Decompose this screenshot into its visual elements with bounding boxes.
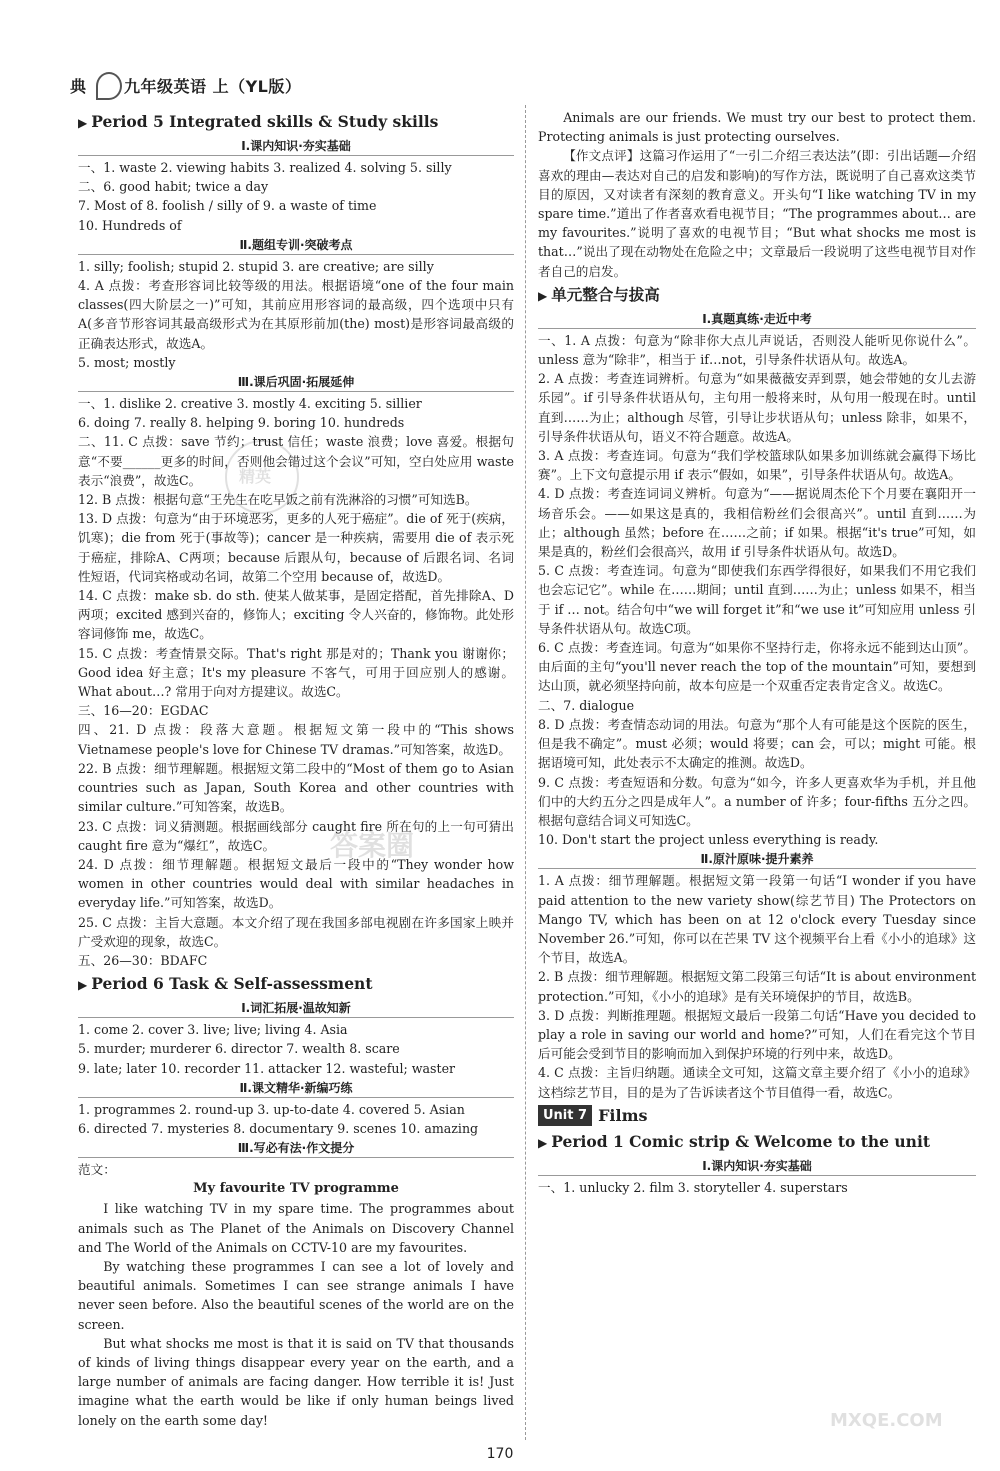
- answer-line: 6. directed 7. mysteries 8. documentary 9. scenes 10. amazing: [78, 1120, 479, 1136]
- answer-line: 8. D 点拨：考查情态动词的用法。句意为“那个人有可能是这个医院的医生，但是我不确定”。must 必须；would 将要；can 会，可以；might 可能。根据语境可知，此处表示不太确定的推测。故选D。: [538, 716, 976, 771]
- section-heading: Ⅱ.题组专训·突破考点: [78, 236, 514, 255]
- essay-title: My favourite TV programme: [193, 1181, 399, 1197]
- section-heading: Ⅱ.原汁原味·提升素养: [538, 850, 976, 869]
- answer-line: 22. B 点拨：细节理解题。根据短文第二段中的“Most of them go to Asian countries such as Japan, South Korea and other countries with similar culture.”可知答案，故选B。: [78, 760, 514, 815]
- header-title: 九年级英语 上（YL版）: [124, 76, 302, 96]
- essay-paragraph: Animals are our friends. We must try our best to protect them. Protecting animals is just protecting ourselves.: [538, 110, 976, 145]
- section-heading: Ⅱ.课文精华·新编巧练: [78, 1079, 514, 1098]
- answer-line: 10. Hundreds of: [78, 217, 182, 233]
- answer-line: 二、7. dialogue: [538, 697, 635, 713]
- right-column: [538, 108, 976, 1197]
- answer-line: 1. A 点拨：细节理解题。根据短文第一段第一句话“I wonder if you have paid attention to the new variety show(综艺节目) The Protectors on Mango TV, which has been on at 12 o'clock every Tuesday since November 26.”可知，你可以在芒果 TV 这个视频平台上看《小小的追球》这个节目，故选A。: [538, 873, 976, 966]
- period-5-heading: [78, 110, 514, 135]
- period-6-heading: [78, 972, 514, 997]
- answer-line: 9. late; later 10. recorder 11. attacker 12. wasteful; waster: [78, 1060, 456, 1076]
- page-header: [70, 68, 301, 102]
- column-divider: [525, 105, 526, 1440]
- answer-line: 二、11. C 点拨：save 节约；trust 信任；waste 浪费；love 喜爱。根据句意“不要______更多的时间，否则他会错过这个会议”可知，空白处应用 waste 表示“浪费”，故选C。: [78, 434, 514, 488]
- answer-line: 1. silly; foolish; stupid 2. stupid 3. are creative; are silly: [78, 258, 434, 274]
- answer-line: 5. most; mostly: [78, 354, 176, 370]
- answer-line: 三、16—20：EGDAC: [78, 703, 209, 719]
- section-heading: Ⅰ.词汇拓展·温故知新: [78, 999, 514, 1018]
- leaf-icon: [96, 72, 122, 100]
- answer-line: 12. B 点拨：根据句意“王先生在吃早饭之前有洗淋浴的习惯”可知选B。: [78, 492, 478, 508]
- answer-line: 一、1. unlucky 2. film 3. storyteller 4. superstars: [538, 1179, 848, 1195]
- answer-line: 3. D 点拨：判断推理题。根据短文最后一段第二句话“Have you decided to play a role in saving our world and home?”可知，人们在看完这个节目后可能会受到节目的影响而加入到保护环境的行列中来，故选D。: [538, 1007, 976, 1062]
- section-heading: Ⅲ.写必有法·作文提分: [78, 1139, 514, 1158]
- answer-line: 6. C 点拨：考查连词。句意为“如果你不坚持行走，你将永远不能到达山顶”。由后面的主句“you'll never reach the top of the mountain”可知，要想到达山顶，就必须坚持向前，故本句应是一个双重否定表肯定含义。故选C。: [538, 640, 976, 694]
- unit-7-heading: [538, 1104, 976, 1128]
- period-5-title: Period 5 Integrated skills & Study skills: [91, 112, 439, 131]
- answer-line: 4. A 点拨：考查形容词比较等级的用法。根据语境“one of the four main classes(四大阶层之一)”可知，其前应用形容词的最高级，四个选项中只有A(多音节形容词其最高级形式为在其原形前加(the) most)是形容词最高级的正确表达形式，故选A。: [78, 278, 514, 351]
- unit-summary-heading: [538, 283, 976, 308]
- triangle-icon: ▶: [538, 1135, 548, 1150]
- essay-comment: 【作文点评】这篇习作运用了“一引二介绍三表达法”(即：引出话题—介绍喜欢的理由—表达对自己的启发和影响)的写作方法，既说明了自己喜欢这类节目的原因，又对读者有深刻的教育意义。开头句“I like watching TV in my spare time.”道出了作者喜欢看电视节目；“The programmes about… are my favourites.”说明了喜欢的电视节目；“But what shocks me most is that…”说出了现在动物处在危险之中；文章最后一段说明了这些电视节目对作者自己的启发。: [538, 148, 976, 279]
- answer-line: 5. murder; murderer 6. director 7. wealth 8. scare: [78, 1041, 400, 1057]
- answer-line: 4. C 点拨：主旨归纳题。通读全文可知，这篇文章主要介绍了《小小的追球》这档综艺节目，目的是为了告诉读者这个节目值得一看，故选C。: [538, 1065, 976, 1100]
- answer-line: 一、1. waste 2. viewing habits 3. realized 4. solving 5. silly: [78, 160, 452, 175]
- essay-paragraph: I like watching TV in my spare time. The programmes about animals such as The Planet of the Animals on Discovery Channel and The World of the Animals on CCTV-10 are my favourites.: [78, 1201, 514, 1255]
- answer-line: 25. C 点拨：主旨大意题。本文介绍了现在我国多部电视剧在许多国家上映并广受欢迎的现象，故选C。: [78, 914, 514, 949]
- answer-line: 15. C 点拨：考查情景交际。That's right 那是对的；Thank you 谢谢你；Good idea 好主意；It's my pleasure 不客气，可用于回应别人的感谢。What about…? 常用于向对方提建议。故选C。: [78, 645, 514, 700]
- answer-line: 一、1. A 点拨：句意为“除非你大点儿声说话，否则没人能听见你说什么”。unless 意为“除非”，相当于 if…not，引导条件状语从句。故选A。: [538, 332, 976, 368]
- essay-paragraph: By watching these programmes I can see a lot of lovely and beautiful animals. Sometimes I can see strange animals I have never seen before. Also the beautiful scenes of the world are on the screen.: [78, 1258, 514, 1332]
- unit-summary-title: 单元整合与拔高: [551, 284, 660, 304]
- answer-line: 四、21. D 点拨：段落大意题。根据短文第一段中的“This shows Vietnamese people's love for Chinese TV dramas.”可知答案，故选D。: [78, 722, 514, 757]
- triangle-icon: ▶: [78, 116, 88, 130]
- answer-line: 1. programmes 2. round-up 3. up-to-date 4. covered 5. Asian: [78, 1101, 465, 1117]
- period-6-title: Period 6 Task & Self-assessment: [91, 974, 373, 994]
- answer-line: 2. B 点拨：细节理解题。根据短文第二段第三句话“It is about environment protection.”可知，《小小的追球》是有关环境保护的节目，故选B。: [538, 969, 976, 1004]
- watermark-text: MXQE.COM: [830, 1410, 943, 1431]
- unit-badge: Unit 7: [538, 1105, 592, 1126]
- essay-label: 范文：: [78, 1162, 116, 1178]
- watermark-text: 答案圈: [330, 829, 415, 862]
- watermark-logo: [830, 1380, 980, 1440]
- answer-line: 5. C 点拨：考查连词。句意为“即使我们东西学得很好，如果我们不用它我们也会忘记它”。while 在……期间；until 直到……为止；unless 如果不，相当于 if … not。结合句中“we will forget it”和“we use it”可知应用 unless 引导条件状语从句。故选C项。: [538, 563, 976, 636]
- triangle-icon: ▶: [78, 978, 88, 993]
- answer-line: 4. D 点拨：考查连词词义辨析。句意为“——据说周杰伦下个月要在襄阳开一场音乐会。——如果这是真的，我相信粉丝们会很高兴”。until 直到……为止；although 虽然；before 在……之前；if 如果。根据“it's true”可知，如果是真的，粉丝们会很高兴，故用 if 引导条件状语从句。故选D。: [538, 486, 976, 560]
- answer-line: 14. C 点拨：make sb. do sth. 使某人做某事，是固定搭配，首先排除A、D两项；excited 感到兴奋的，修饰人；exciting 令人兴奋的，修饰物。此处形容词修饰 me，故选C。: [78, 588, 514, 642]
- page-number: 170: [486, 1446, 514, 1462]
- logo-text: 典: [70, 77, 87, 96]
- answer-line: 二、6. good habit; twice a day: [78, 179, 269, 195]
- section-heading: Ⅰ.课内知识·夯实基础: [538, 1157, 976, 1176]
- answer-line: 13. D 点拨：句意为“由于环境恶劣，更多的人死于癌症”。die of 死于(疾病，饥寒)；die from 死于(事故等)；cancer 是一种疾病，需要用 die of 表示死于癌症，排除A、C两项；because 后跟从句，because of 后跟名词、名词性短语，代词宾格或动名词，故第二个空用 because of，故选D。: [78, 511, 514, 584]
- essay-paragraph: But what shocks me most is that it is said on TV that thousands of kinds of living things disappear every year on the earth, and a large number of animals are facing danger. How terrible it is! Just imagine what the earth would be like if only human beings lived lonely on the earth some day!: [78, 1335, 514, 1428]
- section-heading: Ⅰ.课内知识·夯实基础: [78, 137, 514, 156]
- answer-line: 23. C 点拨：词义猜测题。根据画线部分 caught fire 所在句的上一句可猜出 caught fire 意为“爆红”，故选C。: [78, 818, 514, 853]
- answer-line: 6. doing 7. really 8. helping 9. boring 10. hundreds: [78, 415, 405, 431]
- period-1-title: Period 1 Comic strip & Welcome to the unit: [551, 1131, 931, 1151]
- section-heading: Ⅲ.课后巩固·拓展延伸: [78, 373, 514, 392]
- answer-line: 7. Most of 8. foolish / silly of 9. a waste of time: [78, 198, 377, 214]
- answer-line: 24. D 点拨：细节理解题。根据短文最后一段中的“They wonder how women in other countries would deal with similar headaches in everyday life.”可知答案，故选D。: [78, 856, 514, 911]
- unit-title: Films: [598, 1106, 648, 1126]
- watermark-stamp: [225, 440, 299, 514]
- answer-line: 9. C 点拨：考查短语和分数。句意为“如今，许多人更喜欢华为手机，并且他们中的大约五分之四是成年人”。a number of 许多；four-fifths 五分之四。根据句意结合词义可知选C。: [538, 774, 976, 828]
- answer-line: 1. come 2. cover 3. live; live; living 4. Asia: [78, 1022, 348, 1038]
- triangle-icon: ▶: [538, 288, 548, 303]
- answer-line: 3. A 点拨：考查连词。句意为“我们学校篮球队如果多加训练就会赢得下场比赛”。上下文句意提示用 if 表示“假如，如果”，引导条件状语从句。故选A。: [538, 448, 976, 483]
- watermark-overlay: [330, 820, 500, 870]
- answer-line: 10. Don't start the project unless everything is ready.: [538, 832, 879, 848]
- section-heading: Ⅰ.真题真练·走近中考: [538, 310, 976, 329]
- left-column: [78, 108, 514, 1430]
- answer-line: 一、1. dislike 2. creative 3. mostly 4. exciting 5. sillier: [78, 396, 422, 412]
- answer-line: 五、26—30：BDAFC: [78, 952, 208, 968]
- answer-line: 2. A 点拨：考查连词辨析。句意为“如果薇薇安弄到票，她会带她的女儿去游乐园”。if 引导条件状语从句，主句用一般将来时，从句用一般现在时。until 直到……为止；although 尽管，引导让步状语从句；unless 除非，如果不，引导条件状语从句，语义不符合题意。故选A。: [538, 371, 976, 444]
- book-logo: [70, 72, 120, 98]
- watermark-text: 精英: [239, 467, 272, 486]
- unit-7-period-1-heading: [538, 1130, 976, 1155]
